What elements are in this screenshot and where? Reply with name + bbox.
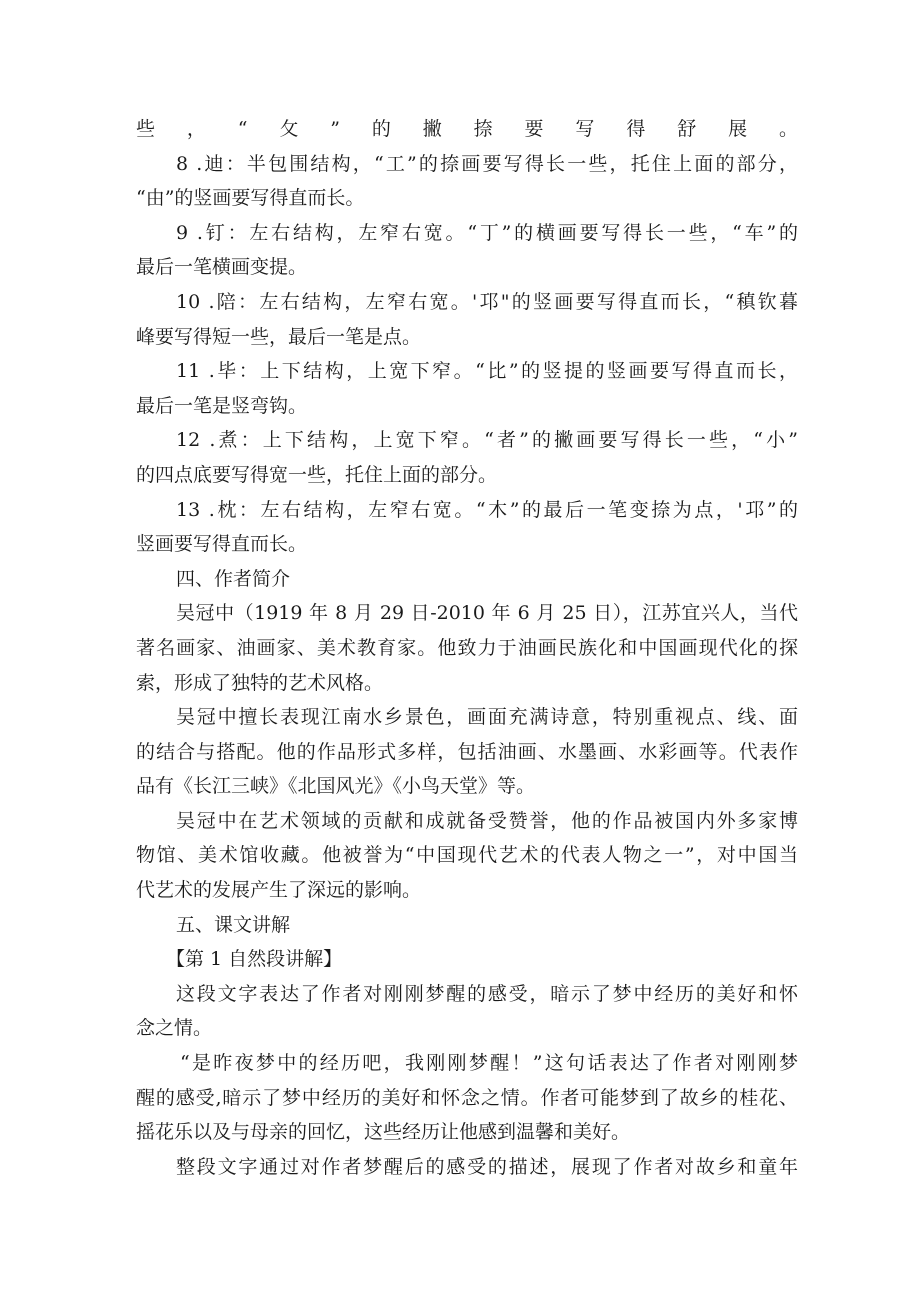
text-line: 索，形成了独特的艺术风格。 — [136, 671, 384, 694]
text-line: 11 .毕：上下结构，上宽下窄。“比”的竖提的竖画要写得直而长， — [176, 360, 798, 383]
text-line: 吴冠中在艺术领域的贡献和成就备受赞誉，他的作品被国内外多家博 — [176, 809, 798, 832]
text-line: 13 .枕：左右结构，左窄右宽。“木”的最后一笔变捺为点，'邛”的 — [176, 498, 798, 521]
text-line: 念之情。 — [136, 1017, 213, 1040]
text-line: 竖画要写得直而长。 — [136, 533, 308, 556]
text-line: 这段文字表达了作者对刚刚梦醒的感受，暗示了梦中经历的美好和怀 — [176, 982, 798, 1005]
text-line: 的四点底要写得宽一些，托住上面的部分。 — [136, 463, 498, 486]
section-heading: 四、作者简介 — [176, 567, 291, 590]
text-line: 8 .迪：半包围结构，“工”的捺画要写得长一些，托住上面的部分， — [176, 152, 798, 175]
text-line: 最后一笔是竖弯钩。 — [136, 394, 308, 417]
text-line: 的结合与搭配。他的作品形式多样，包括油画、水墨画、水彩画等。代表作 — [136, 740, 798, 763]
text-line: 著名画家、油画家、美术教育家。他致力于油画民族化和中国画现代化的探 — [136, 636, 798, 659]
text-line: 些，“攵”的撇捺要写得舒展。 — [136, 118, 798, 140]
text-line: 10 .陪：左右结构，左窄右宽。'邛"的竖画要写得直而长，“稹钦暮 — [176, 290, 798, 313]
text-line: 最后一笔横画变提。 — [136, 256, 308, 279]
text-line: “由”的竖画要写得直而长。 — [136, 187, 365, 210]
text-line: 吴冠中（1919 年 8 月 29 日-2010 年 6 月 25 日），江苏宜兴人，当代 — [176, 602, 798, 625]
text-line: “是昨夜梦中的经历吧，我刚刚梦醒！”这句话表达了作者对刚刚梦 — [180, 1052, 798, 1075]
text-line: 9 .钉：左右结构，左窄右宽。“丁”的横画要写得长一些，“车”的 — [176, 221, 798, 244]
subsection-heading: 【第 1 自然段讲解】 — [166, 948, 343, 971]
section-heading: 五、课文讲解 — [176, 913, 291, 936]
text-line: 物馆、美术馆收藏。他被誉为“中国现代艺术的代表人物之一”，对中国当 — [136, 844, 798, 867]
text-line: 品有《长江三峡》《北国风光》《小鸟天堂》等。 — [136, 775, 536, 798]
document-page — [136, 112, 798, 1184]
text-line: 12 .煮：上下结构，上宽下窄。“者”的撇画要写得长一些，“小” — [176, 429, 798, 452]
text-line: 整段文字通过对作者梦醒后的感受的描述，展现了作者对故乡和童年 — [176, 1155, 798, 1178]
text-line: 峰要写得短一些，最后一笔是点。 — [136, 325, 422, 348]
text-line: 代艺术的发展产生了深远的影响。 — [136, 879, 422, 902]
text-line: 吴冠中擅长表现江南水乡景色，画面充满诗意，特别重视点、线、面 — [176, 706, 798, 729]
text-line: 摇花乐以及与母亲的回忆，这些经历让他感到温馨和美好。 — [136, 1121, 631, 1144]
text-line: 醒的感受,暗示了梦中经历的美好和怀念之情。作者可能梦到了故乡的桂花、 — [136, 1086, 798, 1109]
